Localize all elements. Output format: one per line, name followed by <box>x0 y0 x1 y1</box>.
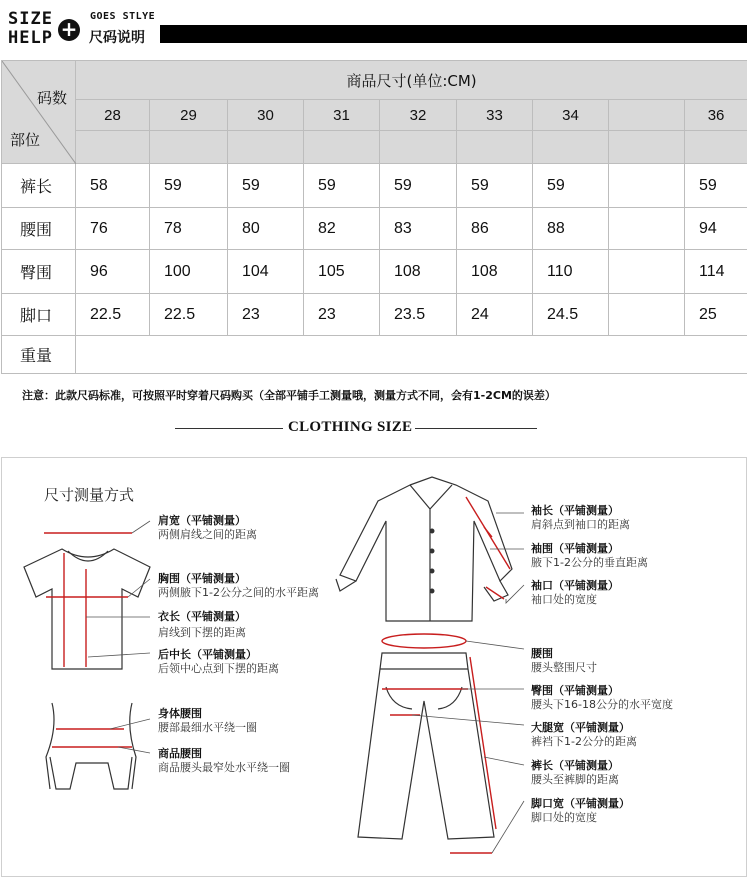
table-cell: 59 <box>228 164 304 208</box>
table-row-leg-opening <box>2 294 747 336</box>
table-row-hip <box>2 250 747 294</box>
header-blank-cell <box>685 131 747 164</box>
header-blank-cell <box>380 131 457 164</box>
row-label: 裤长 <box>2 164 76 208</box>
table-row-weight <box>2 336 747 374</box>
size-header-cell: 30 <box>228 100 304 131</box>
cuff-label: 袖口（平铺测量） <box>531 579 619 592</box>
table-cell: 59 <box>150 164 228 208</box>
pants-hip-label: 臀围（平铺测量） <box>531 684 619 697</box>
pants-length-label: 裤长（平铺测量） <box>531 759 619 772</box>
table-cell: 59 <box>685 164 747 208</box>
corner-part-label: 部位 <box>10 131 41 149</box>
size-header-cell: 28 <box>76 100 150 131</box>
sleeve-length-desc: 肩斜点到袖口的距离 <box>531 518 630 531</box>
table-cell: 96 <box>76 250 150 294</box>
table-cell: 78 <box>150 208 228 250</box>
size-header-cell: 36 <box>685 100 747 131</box>
shoulder-label: 肩宽（平铺测量） <box>158 514 246 527</box>
table-cell <box>609 164 685 208</box>
table-cell: 80 <box>228 208 304 250</box>
body-waist-desc: 腰部最细水平绕一圈 <box>158 721 257 734</box>
header-chinese: 尺码说明 <box>89 30 145 46</box>
header-blank-cell <box>76 131 150 164</box>
pants-length-desc: 腰头至裤脚的距离 <box>531 773 619 786</box>
table-cell: 76 <box>76 208 150 250</box>
table-cell: 22.5 <box>150 294 228 336</box>
thigh-label: 大腿宽（平铺测量） <box>531 721 630 734</box>
row-label: 臀围 <box>2 250 76 294</box>
size-header-cell: 34 <box>533 100 609 131</box>
header-english: GOES STLYE <box>90 11 156 22</box>
cuff-desc: 袖口处的宽度 <box>531 593 597 606</box>
leg-opening-desc: 脚口处的宽度 <box>531 811 597 824</box>
table-cell: 104 <box>228 250 304 294</box>
title-rule-right <box>415 428 537 429</box>
help-text: HELP <box>8 28 53 48</box>
weight-blank-cell <box>76 336 747 374</box>
leg-opening-label: 脚口宽（平铺测量） <box>531 797 630 810</box>
size-header-cell: 31 <box>304 100 380 131</box>
sleeve-width-label: 袖围（平铺测量） <box>531 542 619 555</box>
product-waist-desc: 商品腰头最窄处水平绕一圈 <box>158 761 290 774</box>
size-table <box>1 60 747 374</box>
table-cell: 59 <box>533 164 609 208</box>
table-cell: 82 <box>304 208 380 250</box>
size-note: 注意：此款尺码标准，可按照平时穿着尺码购买（全部平铺手工测量哦，测量方式不同，会有1-2CM的误差） <box>22 389 556 402</box>
title-rule-left <box>175 428 283 429</box>
row-label: 重量 <box>2 336 76 374</box>
table-cell: 100 <box>150 250 228 294</box>
header-bar <box>160 25 747 43</box>
pants-waist-desc: 腰头整围尺寸 <box>531 661 597 674</box>
table-cell: 23.5 <box>380 294 457 336</box>
table-cell: 88 <box>533 208 609 250</box>
row-label: 腰围 <box>2 208 76 250</box>
table-cell: 22.5 <box>76 294 150 336</box>
table-cell: 59 <box>304 164 380 208</box>
table-cell: 86 <box>457 208 533 250</box>
table-cell: 58 <box>76 164 150 208</box>
back-length-label: 后中长（平铺测量） <box>158 648 257 661</box>
table-cell: 59 <box>457 164 533 208</box>
table-cell: 23 <box>228 294 304 336</box>
table-corner <box>2 61 76 164</box>
table-cell <box>609 208 685 250</box>
size-header-row <box>2 100 747 131</box>
table-cell: 114 <box>685 250 747 294</box>
garment-illustrations <box>0 457 747 875</box>
corner-size-label: 码数 <box>36 89 67 107</box>
size-header-cell <box>609 100 685 131</box>
back-length-desc: 后领中心点到下摆的距离 <box>158 662 279 675</box>
header-blank-cell <box>228 131 304 164</box>
table-cell: 25 <box>685 294 747 336</box>
table-cell <box>609 294 685 336</box>
header-blank-cell <box>150 131 228 164</box>
shoulder-desc: 两侧肩线之间的距离 <box>158 528 257 541</box>
pants-hip-desc: 腰头下16-18公分的水平宽度 <box>531 698 673 711</box>
table-cell: 108 <box>457 250 533 294</box>
chest-desc: 两侧腋下1-2公分之间的水平距离 <box>158 586 319 599</box>
plus-icon: + <box>58 19 80 41</box>
length-label: 衣长（平铺测量） <box>158 610 246 623</box>
body-waist-outline <box>46 703 136 789</box>
table-cell: 83 <box>380 208 457 250</box>
sleeve-width-desc: 腋下1-2公分的垂直距离 <box>531 556 648 569</box>
header-blank-cell <box>457 131 533 164</box>
size-header-spacer-row <box>2 131 747 164</box>
length-desc: 肩线到下摆的距离 <box>158 626 246 639</box>
header-blank-cell <box>609 131 685 164</box>
table-row-length <box>2 164 747 208</box>
shirt-outline <box>340 477 512 621</box>
clothing-size-title: CLOTHING SIZE <box>288 419 413 435</box>
table-cell: 24.5 <box>533 294 609 336</box>
thigh-desc: 裤裆下1-2公分的距离 <box>531 735 637 748</box>
size-header-cell: 32 <box>380 100 457 131</box>
panel-title: 尺寸测量方式 <box>44 486 135 504</box>
product-waist-label: 商品腰围 <box>158 747 202 760</box>
measurement-lines <box>44 497 510 853</box>
table-cell <box>609 250 685 294</box>
table-cell: 105 <box>304 250 380 294</box>
tshirt-outline <box>24 549 150 669</box>
table-cell: 110 <box>533 250 609 294</box>
size-header-cell: 29 <box>150 100 228 131</box>
chest-label: 胸围（平铺测量） <box>158 572 246 585</box>
table-cell: 94 <box>685 208 747 250</box>
size-help-logo <box>8 10 53 48</box>
table-cell: 24 <box>457 294 533 336</box>
table-cell: 23 <box>304 294 380 336</box>
sleeve-length-label: 袖长（平铺测量） <box>531 504 619 517</box>
table-cell: 108 <box>380 250 457 294</box>
header-blank-cell <box>304 131 380 164</box>
pants-waist-label: 腰围 <box>531 647 553 660</box>
table-caption: 商品尺寸(单位:CM) <box>76 61 747 100</box>
header-blank-cell <box>533 131 609 164</box>
size-text: SIZE <box>8 9 53 29</box>
size-header-cell: 33 <box>457 100 533 131</box>
row-label: 脚口 <box>2 294 76 336</box>
table-cell: 59 <box>380 164 457 208</box>
table-row-waist <box>2 208 747 250</box>
body-waist-label: 身体腰围 <box>158 707 202 720</box>
